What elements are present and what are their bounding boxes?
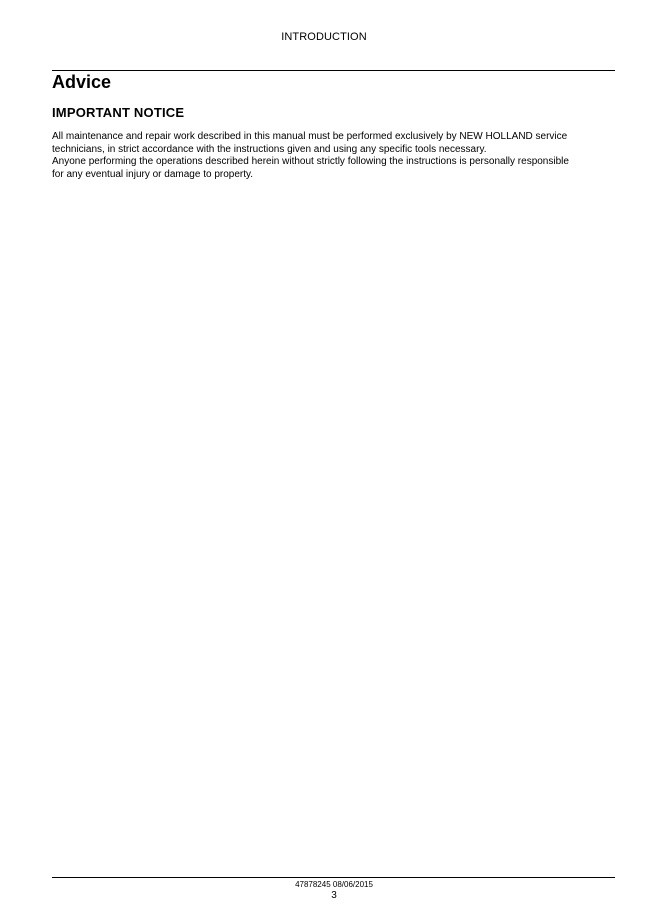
header-divider [52, 70, 615, 71]
running-header: INTRODUCTION [281, 31, 367, 43]
section-title: Advice [52, 72, 112, 92]
footer-divider [52, 877, 615, 878]
notice-paragraph-2: Anyone performing the operations described herein without strictly following the instructions is personally responsible for any eventual injury or damage to property. [52, 156, 569, 180]
footer-document-id: 47878245 08/06/2015 [295, 880, 373, 889]
subsection-title: IMPORTANT NOTICE [52, 105, 185, 120]
notice-paragraph-1: All maintenance and repair work described in this manual must be performed exclusively by NEW HOLLAND service technicians, in strict accordance with the instructions given and using any specific tools necessary. [52, 131, 568, 155]
notice-body [52, 131, 618, 181]
page-number: 3 [331, 890, 337, 901]
